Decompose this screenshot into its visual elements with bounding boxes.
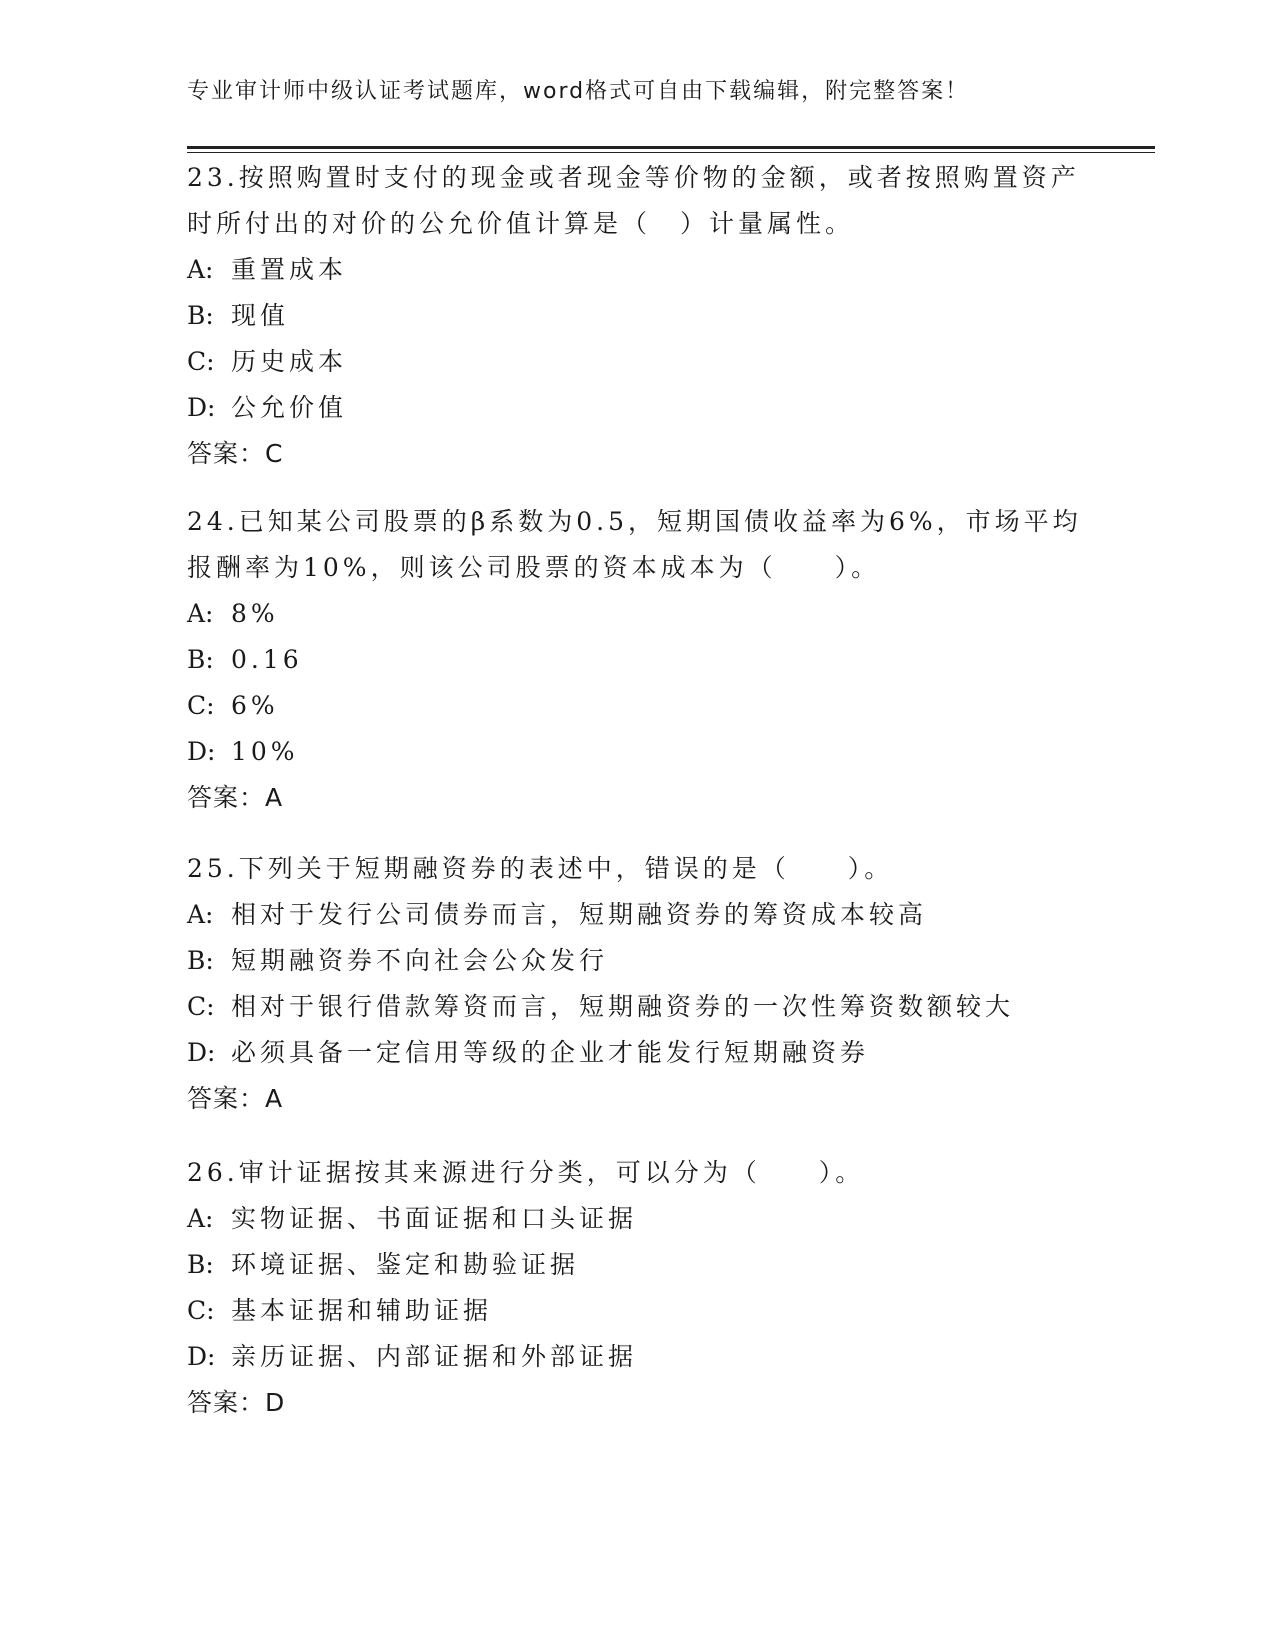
option-key: A: (187, 599, 214, 628)
option-d (187, 385, 1087, 431)
question-26 (187, 1150, 1087, 1426)
option-key: B: (187, 946, 214, 975)
option-text: 相对于银行借款筹资而言，短期融资券的一次性筹资数额较大 (231, 992, 1015, 1021)
answer-line: 答案：C (187, 439, 284, 468)
option-key: C: (187, 691, 215, 720)
option-key: D: (187, 1342, 216, 1371)
option-key: C: (187, 992, 215, 1021)
option-key: A: (187, 1204, 214, 1233)
option-text: 必须具备一定信用等级的企业才能发行短期融资券 (231, 1038, 870, 1067)
option-b (187, 293, 1087, 339)
option-text: 10% (231, 737, 299, 766)
option-a (187, 247, 1087, 293)
question-stem: 26.审计证据按其来源进行分类，可以分为（ ）。 (187, 1158, 865, 1187)
option-d (187, 1030, 1087, 1076)
page-header: 专业审计师中级认证考试题库，word格式可自由下载编辑，附完整答案！ (187, 79, 970, 104)
option-text: 相对于发行公司债券而言，短期融资券的筹资成本较高 (231, 900, 928, 929)
question-25 (187, 846, 1087, 1122)
option-key: C: (187, 347, 215, 376)
option-b (187, 1242, 1087, 1288)
answer-line: 答案：A (187, 1084, 284, 1113)
question-stem: 24.已知某公司股票的β系数为0.5，短期国债收益率为6%，市场平均报酬率为10%，则该公司股票的资本成本为（ ）。 (187, 507, 1082, 582)
question-24 (187, 499, 1087, 821)
option-a (187, 1196, 1087, 1242)
option-key: D: (187, 393, 216, 422)
option-key: A: (187, 900, 214, 929)
option-d (187, 729, 1087, 775)
header-rule-thick (187, 146, 1155, 149)
option-key: D: (187, 1038, 216, 1067)
option-text: 历史成本 (231, 347, 348, 376)
option-text: 公允价值 (231, 393, 348, 422)
option-text: 0.16 (231, 645, 303, 674)
option-b (187, 637, 1087, 683)
option-text: 短期融资券不向社会公众发行 (231, 946, 609, 975)
question-stem: 23.按照购置时支付的现金或者现金等价物的金额，或者按照购置资产时所付出的对价的公允价值计算是（ ）计量属性。 (187, 163, 1080, 238)
answer-line: 答案：D (187, 1388, 286, 1417)
option-text: 现值 (231, 301, 290, 330)
option-c (187, 984, 1087, 1030)
option-key: C: (187, 1296, 215, 1325)
option-text: 8% (231, 599, 279, 628)
option-key: D: (187, 737, 216, 766)
option-key: A: (187, 255, 214, 284)
answer-line: 答案：A (187, 783, 284, 812)
option-text: 6% (231, 691, 279, 720)
option-text: 亲历证据、内部证据和外部证据 (231, 1342, 638, 1371)
option-c (187, 1288, 1087, 1334)
option-key: B: (187, 1250, 214, 1279)
option-a (187, 892, 1087, 938)
option-text: 实物证据、书面证据和口头证据 (231, 1204, 638, 1233)
option-text: 基本证据和辅助证据 (231, 1296, 493, 1325)
option-c (187, 339, 1087, 385)
option-b (187, 938, 1087, 984)
option-a (187, 591, 1087, 637)
header-rule-thin (187, 152, 1155, 153)
question-23 (187, 155, 1087, 477)
question-stem: 25.下列关于短期融资券的表述中，错误的是（ ）。 (187, 854, 894, 883)
option-key: B: (187, 645, 214, 674)
option-key: B: (187, 301, 214, 330)
option-d (187, 1334, 1087, 1380)
option-c (187, 683, 1087, 729)
option-text: 环境证据、鉴定和勘验证据 (231, 1250, 580, 1279)
option-text: 重置成本 (231, 255, 348, 284)
